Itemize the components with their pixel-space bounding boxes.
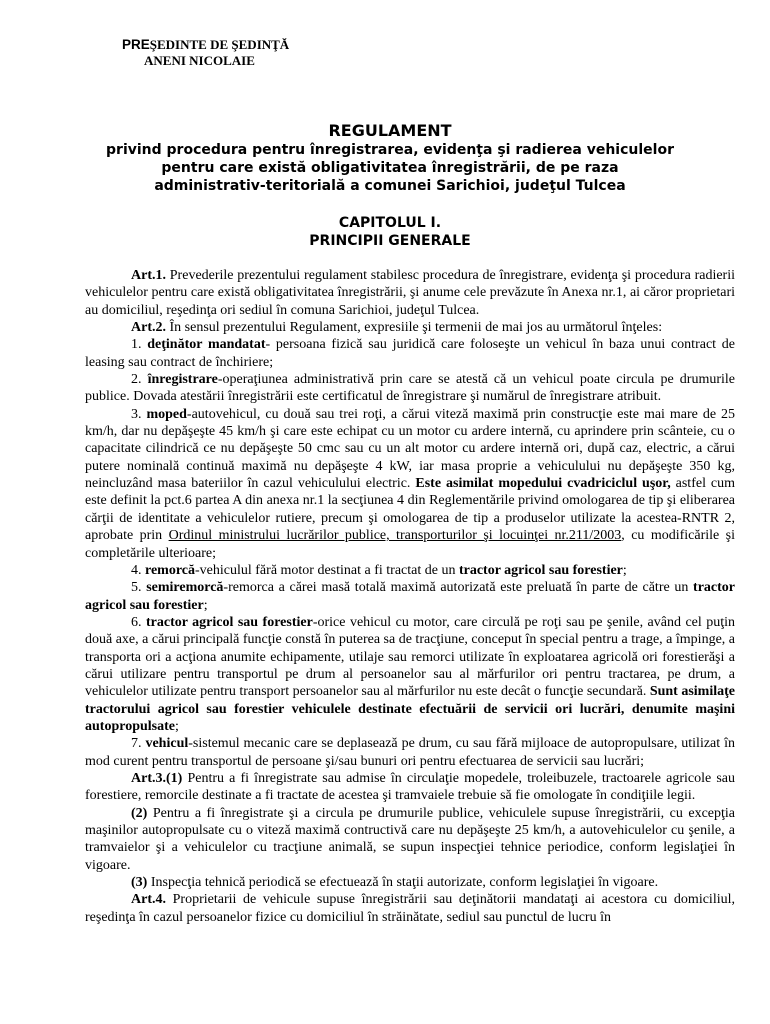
definition-4-text: -vehiculul fără motor destinat a fi tractat de un [195, 562, 459, 578]
definition-7 [85, 735, 735, 770]
subtitle-line-3: administrativ-teritorială a comunei Sarichioi, judeţul Tulcea [154, 178, 626, 194]
definition-5-bold: tractor agricol sau forestier [85, 580, 736, 613]
definition-5-text: -remorca a cărei masă totală maximă autorizată este preluată în parte de către un [223, 580, 694, 596]
definition-3-assimilated: Este asimilat mopedului cvadriciclul uşor, [415, 476, 671, 492]
article-3-2-label: (2) [131, 805, 148, 821]
definition-5-end: ; [203, 597, 208, 613]
article-3-3-text: Inspecţia tehnică periodică se efectuează în staţii autorizate, conform legislaţiei în vigoare. [147, 875, 659, 891]
definition-3-text-3: , cu modificările şi completările ulterioare; [85, 528, 736, 561]
article-1-label: Art.1. [131, 268, 166, 283]
subtitle-line-2: pentru care există obligativitatea înregistrării, de pe raza [161, 160, 619, 176]
article-1 [85, 267, 735, 319]
article-3-1 [85, 770, 735, 805]
article-3-label: Art.3.(1) [131, 770, 183, 786]
definition-1 [85, 336, 735, 371]
definition-2-term: înregistrare [147, 372, 218, 388]
definition-1-text: - persoana fizică sau juridică care foloseşte un vehicul în baza unui contract de leasing sau contract de închiriere; [85, 337, 736, 370]
article-2-label: Art.2. [131, 320, 166, 336]
subtitle-line-1: privind procedura pentru înregistrarea, evidenţa şi radierea vehiculelor [106, 142, 674, 158]
article-3-2-text: Pentru a fi înregistrate şi a circula pe drumurile publice, vehiculele supuse înregistrării, cu excepţia maşinilor autopropulsate cu o viteză maximă contructivă care nu depăşeşte 25 km/h, a autovehiculelor cu şenile, a tramvaielor şi a vehiculelor cu tracţiune animală, se supun inspecţiei tehnice periodice, conform legislaţiei în vigoare. [85, 805, 735, 873]
definition-3-term: moped [146, 406, 187, 422]
definition-6-text: -orice vehicul cu motor, care circulă pe roţi sau pe şenile, având cel puţin două axe, a cărui principală funcţie constă în puterea sa de tracţiune, conceput în special pentru a trage, a împinge, a transporta ori a acţiona anumite echipamente, utilaje sau remorci utilizate în exploatarea agricolă ori forestierăşi a cărui utilizare pentru transportul pe drum al persoanelor sau al mărfurilor ori pentru tractarea, pe drum, a vehiculelor utilizate pentru transport persoanelor sau al mărfurilor nu este decât o funcţie secundară. [85, 614, 736, 700]
definition-7-text: -sistemul mecanic care se deplasează pe drum, cu sau fără mijloace de autopropulsare, utilizat în mod curent pentru transportul de persoane şi/sau bunuri ori pentru efectuarea de servicii sau lucrări; [85, 736, 736, 769]
definition-2-number: 2. [131, 372, 148, 388]
definition-2-text: -operaţiunea administrativă prin care se atestă că un vehicul poate circula pe drumurile publice. Dovada atestării înregistrării este certificatul de înregistrare şi numărul de înregistrare atribuit. [85, 372, 735, 405]
chapter-name: PRINCIPII GENERALE [309, 233, 471, 249]
definition-1-term: deţinător mandatat [147, 337, 266, 353]
definition-7-number: 7. [131, 736, 146, 752]
chapter-number: CAPITOLUL I. [338, 215, 442, 231]
definition-4-number: 4. [131, 562, 145, 578]
definition-4 [85, 562, 735, 579]
definition-3-number: 3. [131, 406, 147, 422]
article-3-1-text: Pentru a fi înregistrate sau admise în circulaţie mopedele, troleibuzele, tractoarele agricole sau forestiere, remorcile destinate a fi tractate de acestea şi tramvaiele trebuie să fie omologate în condiţiile legii. [85, 770, 735, 804]
article-3-3 [85, 874, 735, 891]
definition-6-assimilated: Sunt asimilaţe tractorului agricol sau forestier vehiculele destinate efectuării de servicii ori lucrări, denumite maşini autopropulsate [85, 684, 736, 734]
definition-5 [85, 579, 735, 614]
article-1-text: Prevederile prezentului regulament stabilesc procedura de înregistrare, evidenţa şi procedura radierii vehiculelor pentru care există obligativitatea înregistrării, şi anume cele prevăzute în Anexa nr.1, ai căror proprietari au domiciliul, reşedinţa ori sediul în comuna Sarichioi, judeţul Tulcea. [85, 268, 735, 318]
definition-6-end: ; [174, 718, 179, 734]
definition-2 [85, 371, 735, 406]
definition-1-number: 1. [131, 337, 148, 353]
definition-5-number: 5. [131, 580, 147, 596]
article-3-2 [85, 805, 735, 874]
definition-3-text-2: astfel cum este definit la pct.6 partea A din anexa nr.1 la secţiunea 4 din Reglementările privind omologarea de tip şi eliberarea cărţii de identitate a vehiculelor rutiere, precum şi omologarea de tip a produselor utilizate la acestea-RNTR 2, aprobate prin [85, 476, 736, 544]
document-body [85, 267, 735, 926]
article-2-text: În sensul prezentului Regulament, expresiile şi termenii de mai jos au următorul înţeles: [166, 320, 663, 336]
article-2 [85, 319, 735, 336]
article-4 [85, 891, 735, 926]
chairman-role-prefix: PRE [122, 37, 150, 52]
definition-6 [85, 614, 735, 735]
chairman-name: ANENI NICOLAIE [144, 53, 255, 68]
article-4-label: Art.4. [131, 892, 166, 908]
chairman-role-rest: ŞEDINTE DE ŞEDINŢĂ [149, 37, 290, 52]
order-reference-link[interactable]: Ordinul ministrului lucrărilor publice, transporturilor şi locuinţei nr.211/2003 [168, 528, 622, 544]
article-3-3-label: (3) [131, 875, 148, 891]
definition-4-bold: tractor agricol sau forestier [458, 562, 623, 578]
definition-6-term: tractor agricol sau forestier [145, 614, 313, 630]
signature-header [122, 37, 289, 69]
chapter-heading [60, 214, 720, 250]
article-4-text: Proprietarii de vehicule supuse înregistrării sau deţinătorii mandataţi ai acestora cu domiciliul, reşedinţa în cazul persoanelor fizice cu domiciliul în străinătate, sediul sau punctul de lucru în [85, 892, 735, 925]
definition-3 [85, 406, 735, 562]
document-title: REGULAMENT [328, 121, 452, 140]
definition-7-term: vehicul [145, 736, 189, 752]
definition-6-number: 6. [131, 614, 146, 630]
definition-4-end: ; [622, 562, 627, 578]
definition-4-term: remorcă [145, 562, 196, 578]
chairman-role [122, 37, 289, 53]
definition-3-text: -autovehicul, cu două sau trei roţi, a cărui viteză maximă prin construcţie este mai mare de 25 km/h, dar nu depăşeşte 45 km/h şi care este echipat cu un motor cu ardere internă, cu aprindere prin scânteie, cu o capacitate cilindrică ce nu depăşeşte 50 cmc sau cu un alt motor cu ardere internă ori, după caz, electric, a cărui putere nominală continuă maximă nu depăşeşte 4 kW, iar masa proprie a vehiculului nu depăşeşte 350 kg, neincluzând masa bateriilor în cazul vehiculului electric. [85, 406, 736, 492]
definition-5-term: semiremorcă [146, 580, 224, 596]
document-subtitle [60, 141, 720, 195]
